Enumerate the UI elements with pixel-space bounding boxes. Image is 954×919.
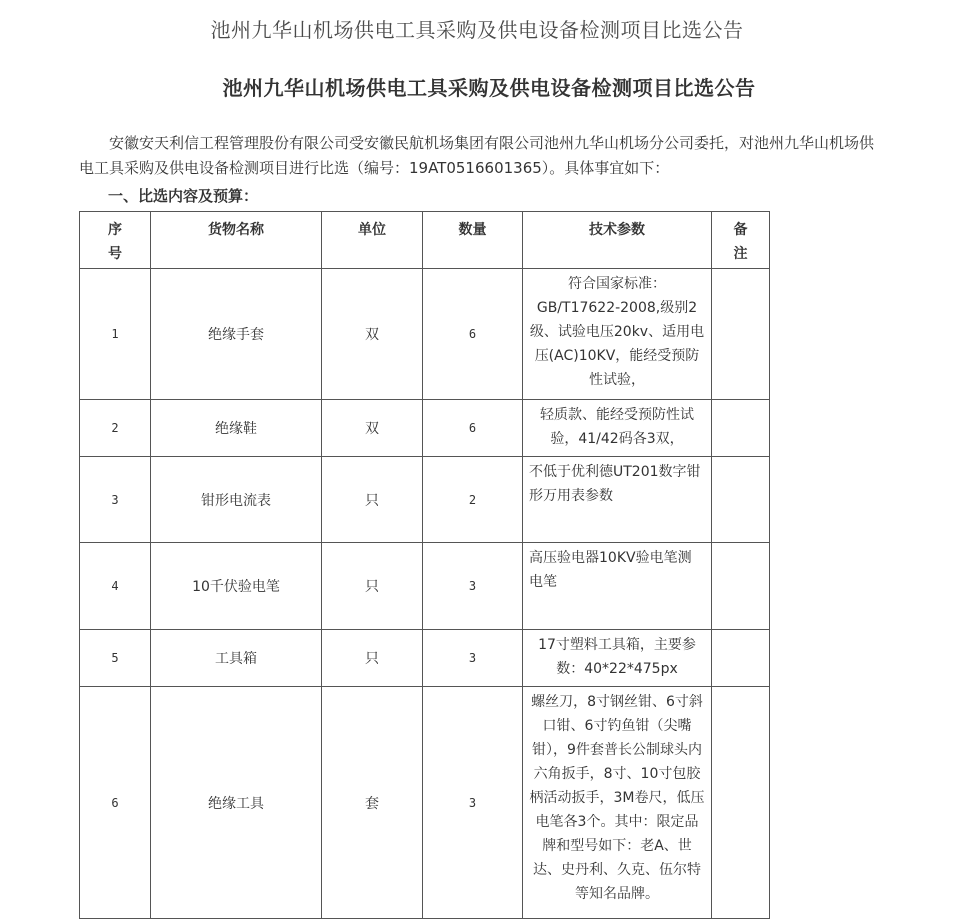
header-seq-line2: 号 xyxy=(108,246,122,262)
table-row xyxy=(80,400,770,457)
page-title: 池州九华山机场供电工具采购及供电设备检测项目比选公告 xyxy=(210,18,744,42)
cell-name: 绝缘手套 xyxy=(151,269,322,400)
cell-note xyxy=(712,543,770,630)
cell-name: 10千伏验电笔 xyxy=(151,543,322,630)
cell-note xyxy=(712,687,770,919)
cell-name: 绝缘工具 xyxy=(151,687,322,919)
cell-qty: 6 xyxy=(423,269,523,400)
cell-seq: 5 xyxy=(80,630,151,687)
cell-unit: 只 xyxy=(322,457,423,543)
cell-spec: 不低于优利德UT201数字钳形万用表参数 xyxy=(523,457,712,543)
cell-spec: 螺丝刀，8寸钢丝钳、6寸斜口钳、6寸钓鱼钳（尖嘴钳），9件套普长公制球头内六角扳手，8寸、10寸包胶柄活动扳手，3M卷尺，低压电笔各3个。其中：限定品牌和型号如下：老A、世达、史丹利、久克、伍尔特等知名品牌。 xyxy=(523,687,712,919)
cell-note xyxy=(712,457,770,543)
cell-seq: 3 xyxy=(80,457,151,543)
cell-seq: 4 xyxy=(80,543,151,630)
table-row xyxy=(80,543,770,630)
cell-qty: 2 xyxy=(423,457,523,543)
cell-unit: 只 xyxy=(322,630,423,687)
cell-qty: 3 xyxy=(423,543,523,630)
cell-spec: 符合国家标准：GB/T17622-2008,级别2级、试验电压20kv、适用电压(AC)10KV，能经受预防性试验， xyxy=(523,269,712,400)
cell-spec: 轻质款、能经受预防性试验，41/42码各3双， xyxy=(523,400,712,457)
document-heading: 池州九华山机场供电工具采购及供电设备检测项目比选公告 xyxy=(222,76,756,100)
cell-unit: 双 xyxy=(322,269,423,400)
cell-qty: 3 xyxy=(423,630,523,687)
cell-seq: 2 xyxy=(80,400,151,457)
table-row xyxy=(80,269,770,400)
header-name: 货物名称 xyxy=(151,212,322,269)
cell-note xyxy=(712,400,770,457)
cell-qty: 6 xyxy=(423,400,523,457)
cell-seq: 6 xyxy=(80,687,151,919)
header-spec: 技术参数 xyxy=(523,212,712,269)
header-qty: 数量 xyxy=(423,212,523,269)
cell-unit: 双 xyxy=(322,400,423,457)
cell-seq: 1 xyxy=(80,269,151,400)
cell-spec: 17寸塑料工具箱，主要参数：40*22*475px xyxy=(523,630,712,687)
header-seq xyxy=(80,212,151,269)
cell-name: 绝缘鞋 xyxy=(151,400,322,457)
header-seq-line1: 序 xyxy=(108,222,122,238)
table-row xyxy=(80,630,770,687)
cell-unit: 只 xyxy=(322,543,423,630)
header-note-line2: 注 xyxy=(733,246,748,262)
items-table xyxy=(79,211,770,919)
table-header-row xyxy=(80,212,770,269)
header-note-line1: 备 xyxy=(733,222,748,238)
table-row xyxy=(80,687,770,919)
cell-name: 钳形电流表 xyxy=(151,457,322,543)
cell-unit: 套 xyxy=(322,687,423,919)
intro-paragraph: 安徽安天利信工程管理股份有限公司受安徽民航机场集团有限公司池州九华山机场分公司委托，对池州九华山机场供电工具采购及供电设备检测项目进行比选（编号：19AT0516601365）。具体事宜如下： xyxy=(79,134,875,177)
cell-name: 工具箱 xyxy=(151,630,322,687)
cell-note xyxy=(712,269,770,400)
table-row xyxy=(80,457,770,543)
cell-note xyxy=(712,630,770,687)
header-unit: 单位 xyxy=(322,212,423,269)
cell-qty: 3 xyxy=(423,687,523,919)
section-heading: 一、比选内容及预算： xyxy=(108,187,259,205)
header-note xyxy=(712,212,770,269)
cell-spec: 高压验电器10KV验电笔测电笔 xyxy=(523,543,712,630)
